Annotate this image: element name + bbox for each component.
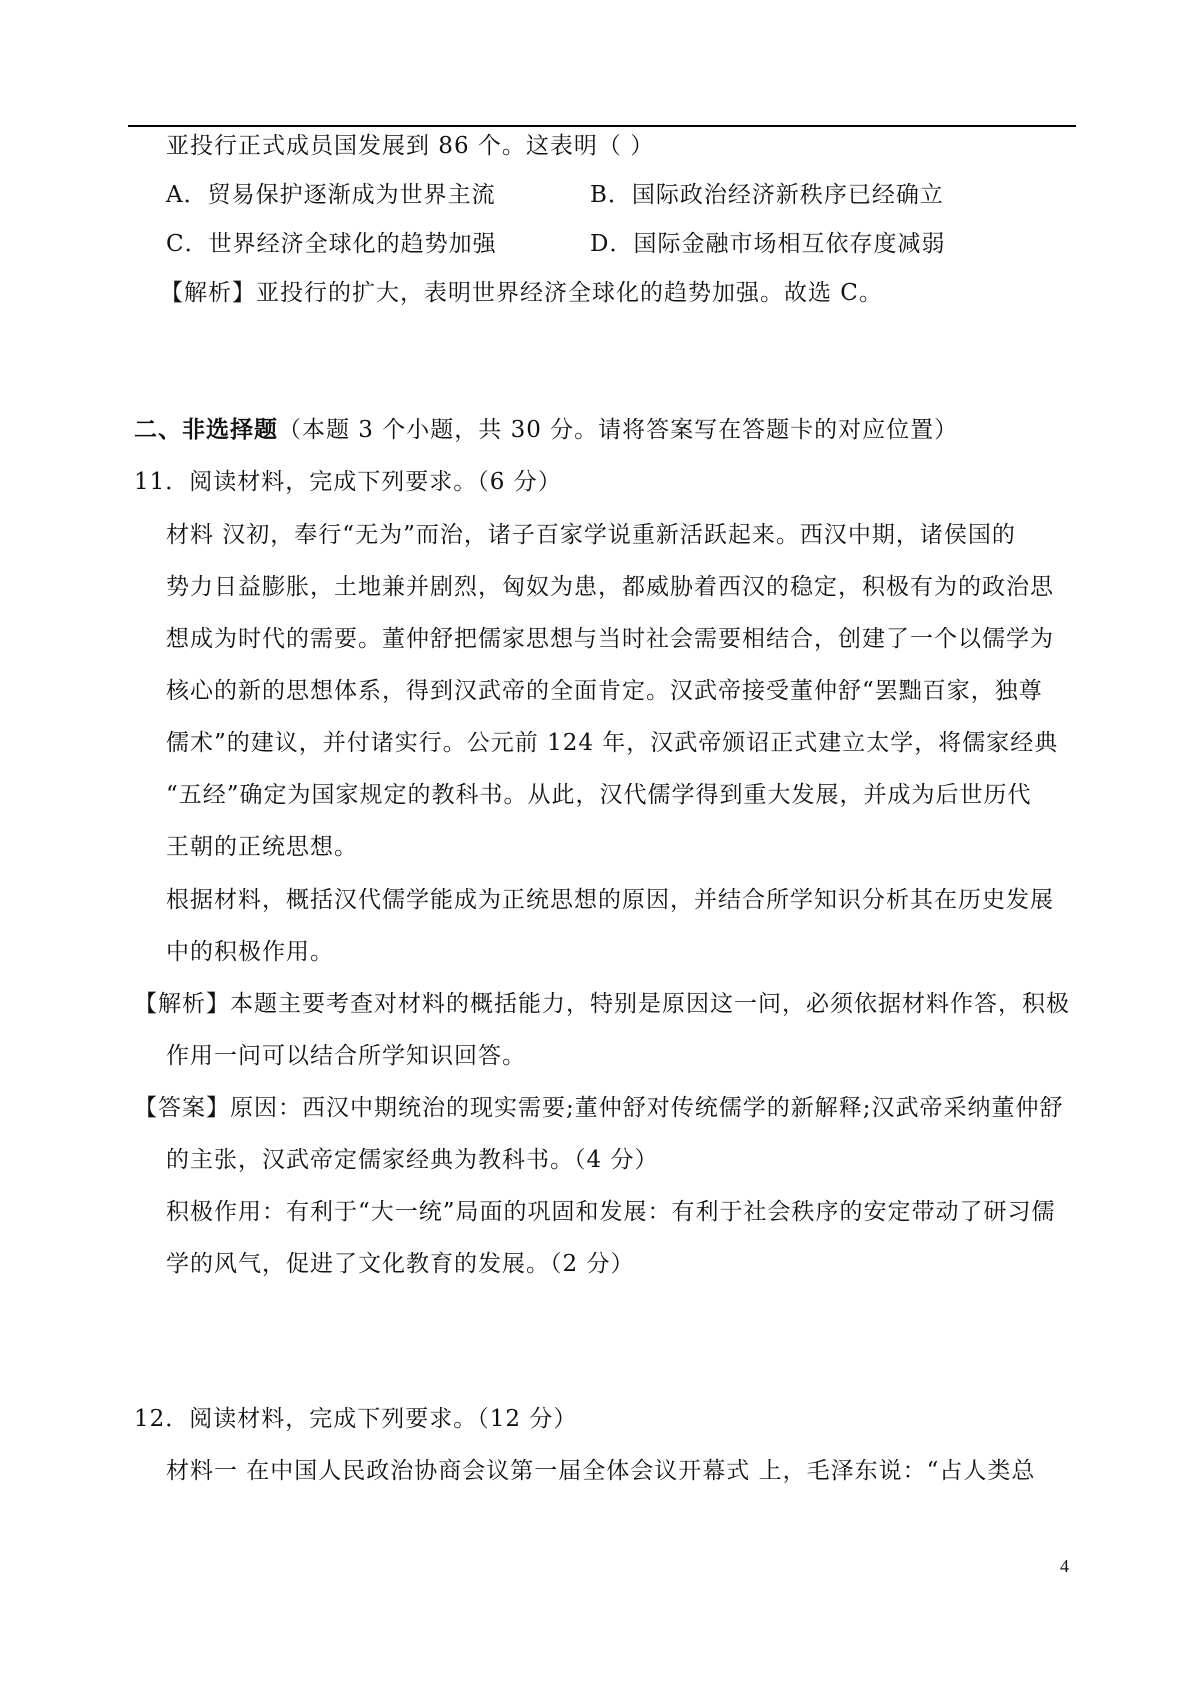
q11-answer-line: 积极作用：有利于“大一统”局面的巩固和发展：有利于社会秩序的安定带动了研习儒 [166,1199,1056,1225]
q10-option-d: D．国际金融市场相互依存度减弱 [590,231,946,257]
q11-analysis-line: 【解析】本题主要考查对材料的概括能力，特别是原因这一问，必须依据材料作答，积极 [134,991,1070,1017]
q11-material-line: “五经”确定为国家规定的教科书。从此，汉代儒学得到重大发展，并成为后世历代 [166,782,1032,808]
q11-material-line: 材料 汉初，奉行“无为”而治，诸子百家学说重新活跃起来。西汉中期，诸侯国的 [166,522,1016,548]
q11-answer-line: 【答案】原因：西汉中期统治的现实需要;董仲舒对传统儒学的新解释;汉武帝采纳董仲舒 [134,1095,1064,1121]
q11-material-line: 儒术”的建议，并付诸实行。公元前 124 年，汉武帝颁诏正式建立太学，将儒家经典 [166,730,1059,756]
q12-heading: 12．阅读材料，完成下列要求。（12 分） [134,1406,578,1432]
header-rule [128,125,1076,127]
q11-material-line: 王朝的正统思想。 [166,834,358,860]
q11-material-line: 势力日益膨胀，土地兼并剧烈，匈奴为患，都威胁着西汉的稳定，积极有为的政治思 [166,574,1054,600]
q11-analysis-line: 作用一问可以结合所学知识回答。 [166,1043,526,1069]
q11-material-line: 核心的新的思想体系，得到汉武帝的全面肯定。汉武帝接受董仲舒“罢黜百家，独尊 [166,678,1043,704]
q11-answer-line: 学的风气，促进了文化教育的发展。（2 分） [166,1251,635,1277]
q11-answer-line: 的主张，汉武帝定儒家经典为教科书。（4 分） [166,1147,659,1173]
q11-question-line: 根据材料，概括汉代儒学能成为正统思想的原因，并结合所学知识分析其在历史发展 [166,887,1054,913]
q11-question-line: 中的积极作用。 [166,939,334,965]
section2-note: （本题 3 个小题，共 30 分。请将答案写在答题卡的对应位置） [278,417,959,443]
q12-material-line: 材料一 在中国人民政治协商会议第一届全体会议开幕式 上，毛泽东说：“占人类总 [166,1458,1036,1484]
q10-option-a: A．贸易保护逐渐成为世界主流 [166,182,496,208]
q10-analysis: 【解析】亚投行的扩大，表明世界经济全球化的趋势加强。故选 C。 [160,280,883,306]
page-number: 4 [1060,1556,1069,1576]
section2-heading [134,415,958,445]
q10-option-b: B．国际政治经济新秩序已经确立 [590,182,944,208]
q10-stem-tail: 亚投行正式成员国发展到 86 个。这表明（ ） [166,133,655,159]
q11-material-line: 想成为时代的需要。董仲舒把儒家思想与当时社会需要相结合，创建了一个以儒学为 [166,626,1054,652]
section2-title: 二、非选择题 [134,416,278,443]
q10-option-c: C．世界经济全球化的趋势加强 [166,231,497,257]
q11-heading: 11．阅读材料，完成下列要求。（6 分） [134,469,562,495]
